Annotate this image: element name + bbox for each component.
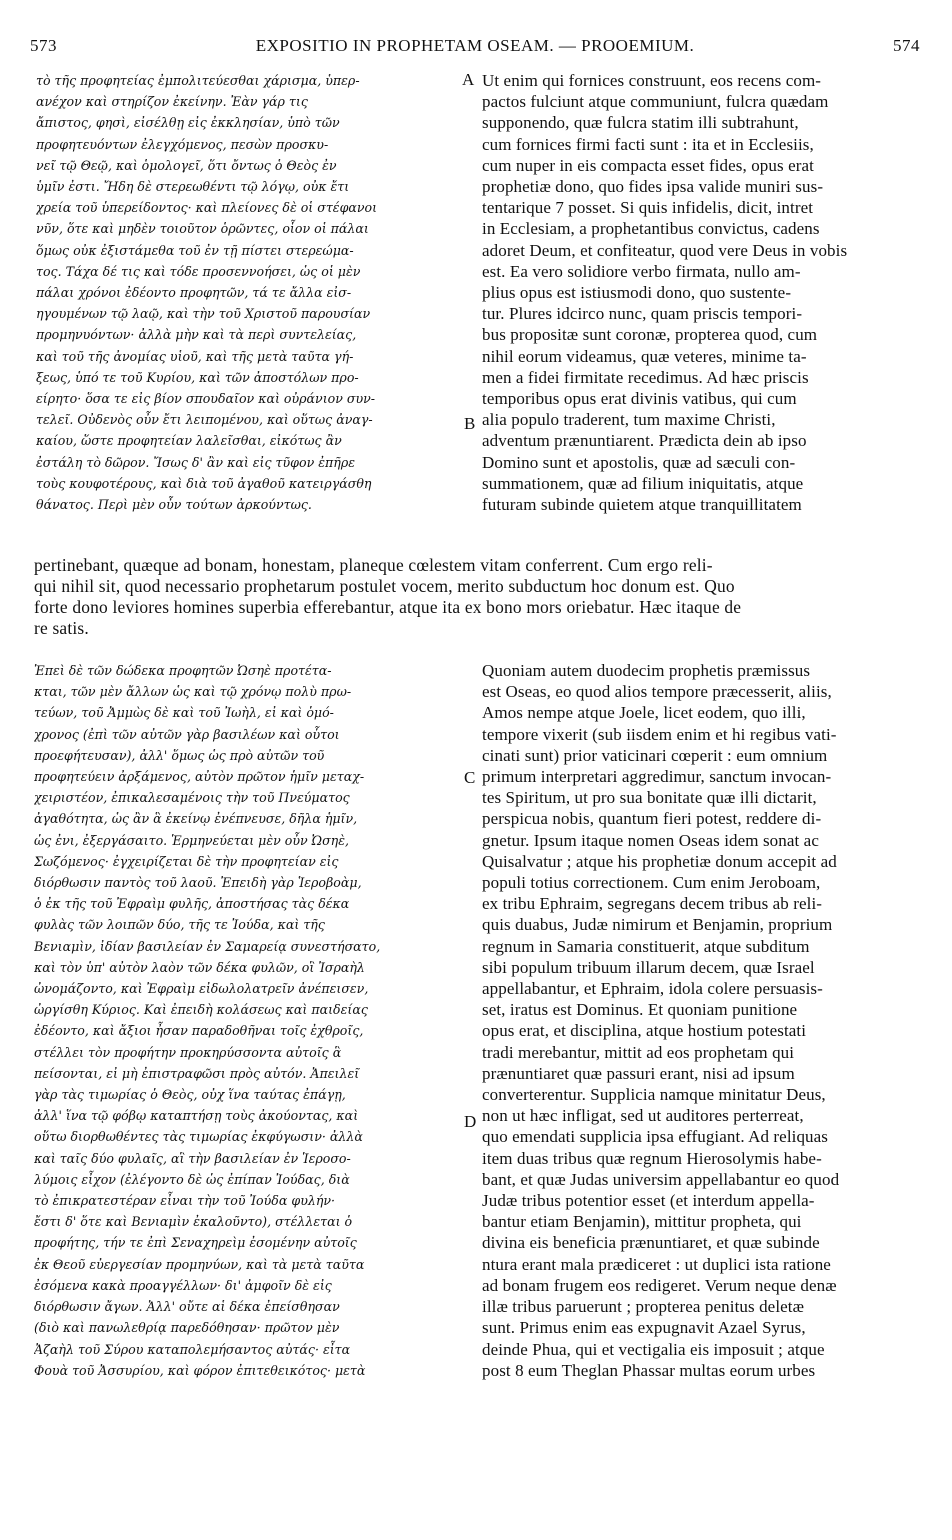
- text-line: πάλαι χρόνοι ἐδέοντο προφητῶν, τά τε ἄλλα εἰσ-: [36, 285, 352, 301]
- text-line: tradi merebantur, mittit ad eos prophetam qui: [482, 1042, 795, 1062]
- text-line: καίου, ὥστε προφητείαν λαλεῖσθαι, εἰκότως ἂν: [36, 433, 342, 449]
- text-line: είρητο· ὅσα τε εἰς βίον σπουδαῖον καὶ οὐράνιον συν-: [36, 391, 376, 407]
- text-line: νῦν, ὅτε καὶ μηδὲν τοιοῦτον ὁρῶντες, οἷον οἱ πάλαι: [36, 221, 369, 237]
- text-line: adventum prænuntiarent. Prædicta dein ab ipso: [482, 431, 807, 451]
- text-line: qui nihil sit, quod necessario prophetarum postulet vocem, merito subductum hoc donum est. Quo: [34, 576, 735, 596]
- text-line: quo emendati supplicia ipsa effugiant. Ad reliquas: [482, 1127, 829, 1147]
- page-title: EXPOSITIO IN PROPHETAM OSEAM. — PROOEMIUM.: [255, 36, 695, 55]
- latin-column-upper: [482, 70, 920, 515]
- text-line: in Ecclesiam, a prophetantibus convictus, cadens: [482, 219, 820, 239]
- text-line: alia populo traderent, tum maxime Christi,: [482, 410, 776, 430]
- text-line: populi totius correctionem. Cum enim Jeroboam,: [482, 873, 821, 893]
- text-line: ὠνομάζοντο, καὶ Ἐφραὶμ εἰδωλολατρεῖν ἀνέπεισεν,: [34, 981, 369, 997]
- text-line: τεύων, τοῦ Ἀμμὼς δὲ καὶ τοῦ Ἰωὴλ, εἰ καὶ ὁμό-: [34, 705, 334, 721]
- text-line: tempore vixerit (sub iisdem enim et hi regibus vati-: [482, 724, 837, 744]
- text-line: bant, et quæ Judas universim appellabantur eo quod: [482, 1169, 840, 1189]
- text-line: nihil eorum videamus, quæ veteres, minime ta-: [482, 346, 807, 366]
- text-line: Judæ tribus potentior esset (et interdum appella-: [482, 1191, 815, 1211]
- text-line: ἐκ Θεοῦ εὐεργεσίαν προμηνύων, καὶ τὰ μετὰ ταῦτα: [34, 1256, 365, 1272]
- text-line: ὡς ἐνι, ἐξεργάσαιτο. Ἑρμηνεύεται μὲν οὖν Ὠσηὲ,: [34, 832, 349, 848]
- text-line: ηγουμένων τῷ λαῷ, καὶ τὴν τοῦ Χριστοῦ παρουσίαν: [36, 306, 371, 322]
- text-line: προφήτης, τήν τε ἐπὶ Σεναχηρεὶμ ἐσομένην αὐτοῖς: [34, 1235, 357, 1251]
- text-line: ἐδέοντο, καὶ ἄξιοι ἦσαν παραδοθῆναι τοῖς ἐχθροῖς,: [34, 1023, 364, 1039]
- text-line: ad bonam frugem eos redigeret. Verum neque denæ: [482, 1275, 837, 1295]
- text-line: illæ tribus paruerunt ; propterea penitus deletæ: [482, 1297, 805, 1317]
- text-line: καὶ ταῖς δύο φυλαῖς, αἳ τὴν βασιλείαν ἐν Ἱεροσο-: [34, 1150, 351, 1166]
- text-line: Quoniam autem duodecim prophetis præmissus: [482, 661, 811, 680]
- text-line: temporibus opus erat divinis vatibus, qui cum: [482, 389, 797, 409]
- text-line: prophetiæ dono, quo fides ipsa valide muniri sus-: [482, 177, 824, 197]
- latin-column-lower: [482, 660, 920, 1381]
- text-line: appellabantur, et Ephraim, idola colere persuasis-: [482, 979, 823, 999]
- text-line: ἔστι δ' ὅτε καὶ Βενιαμὶν ἐκαλοῦντο), στέλλεται ὁ: [34, 1214, 353, 1230]
- text-line: primum interpretari aggredimur, sanctum invocan-: [482, 767, 832, 787]
- text-line: χρεία τοῦ ὑπερείδοντος· καὶ πλείονες δὲ οἱ στέφανοι: [36, 200, 378, 216]
- text-line: gnetur. Ipsum itaque nomen Oseas idem sonat ac: [482, 830, 819, 850]
- greek-column-lower: [34, 660, 460, 1381]
- text-line: προμηνυόντων· ἀλλὰ μὴν καὶ τὰ περὶ συντελείας,: [36, 327, 357, 343]
- text-line: opus erat, et disciplina, atque hostium potestati: [482, 1021, 807, 1041]
- text-line: ἐσόμενα κακὰ προαγγέλλων· δι' ἀμφοῖν δὲ εἰς: [34, 1277, 332, 1293]
- text-line: plius opus est istiusmodi dono, quo sustente-: [482, 283, 792, 303]
- greek-column-upper: [36, 70, 460, 515]
- text-line: tur. Plures idcirco nunc, quam priscis tempori-: [482, 304, 803, 324]
- text-line: bus propositæ sunt coronæ, propterea quod, cum: [482, 325, 818, 345]
- text-line: set, iratus est Dominus. Et quoniam punitione: [482, 1000, 798, 1020]
- margin-marker-b: B: [464, 414, 476, 433]
- text-line: Ἀζαὴλ τοῦ Σύρου καταπολεμήσαντος αὐτάς· εἶτα: [34, 1341, 351, 1357]
- text-line: Φουὰ τοῦ Ἀσσυρίου, καὶ φόρον ἐπιτεθεικότος· μετὰ: [34, 1362, 366, 1378]
- text-line: χρονος (ἐπὶ τῶν αὐτῶν γὰρ βασιλέων καὶ οὗτοι: [34, 726, 340, 742]
- text-line: Ἐπεὶ δὲ τῶν δώδεκα προφητῶν Ὠσηὲ προτέτα-: [34, 663, 332, 678]
- text-line: ἀλλ' ἵνα τῷ φόβῳ καταπτήσῃ τοὺς ἀκούοντας, καὶ: [34, 1108, 359, 1124]
- margin-marker-c: C: [464, 768, 476, 787]
- text-line: πείσονται, εἰ μὴ ἐπιστραφῶσι πρὸς αὐτόν. Ἀπειλεῖ: [34, 1065, 360, 1081]
- text-line: τὸ ἐπικρατεστέραν εἶναι τὴν τοῦ Ἰούδα φυλήν·: [34, 1193, 336, 1209]
- text-line: Σωζόμενος· ἐγχειρίζεται δὲ τὴν προφητείαν εἰς: [34, 853, 339, 869]
- text-line: ὑμῖν ἐστι. Ἤδη δὲ στερεωθέντι τῷ λόγῳ, οὐκ ἔτι: [36, 179, 350, 195]
- text-line: Amos nempe atque Joele, licet eodem, quo illi,: [482, 703, 806, 723]
- text-line: προφητευόντων ἐλεγχόμενος, πεσὼν προσκυ-: [36, 136, 329, 152]
- text-line: καὶ τοῦ τῆς ἀνομίας υἱοῦ, καὶ τῆς μετὰ ταῦτα γή-: [36, 348, 354, 364]
- page-number-left: 573: [30, 36, 57, 55]
- full-width-paragraph: [34, 555, 920, 639]
- text-line: divina eis beneficia prænuntiaret, et quæ subinde: [482, 1233, 820, 1253]
- text-line: κται, τῶν μὲν ἄλλων ὡς καὶ τῷ χρόνῳ πολὺ πρω-: [34, 684, 352, 700]
- text-line: τὸ τῆς προφητείας ἐμπολιτεύεσθαι χάρισμα, ὑπερ-: [36, 73, 360, 88]
- text-line: γὰρ τὰς τιμωρίας ὁ Θεὸς, οὐχ ἵνα ταύτας ἐπάγῃ,: [34, 1087, 346, 1103]
- text-line: νεῖ τῷ Θεῷ, καὶ ὁμολογεῖ, ὅτι ὄντως ὁ Θεὸς ἐν: [36, 157, 337, 173]
- text-line: bantur etiam Benjamin), mittitur propheta, qui: [482, 1212, 802, 1232]
- text-line: supponendo, quæ fulcra statim illi subtrahunt,: [482, 113, 799, 133]
- text-line: regnum in Samaria constituerit, atque subditum: [482, 936, 810, 956]
- text-line: pertinebant, quæque ad bonam, honestam, planeque cœlestem vitam conferrent. Cum ergo reli-: [34, 555, 713, 575]
- text-line: cum nuper in eis compacta esset fides, opus erat: [482, 155, 814, 175]
- margin-marker-d: D: [464, 1112, 477, 1131]
- text-line: τος. Τάχα δέ τις καὶ τόδε προσεννοήσει, ὡς οἱ μὲν: [36, 263, 361, 279]
- text-line: χειριστέον, ἐπικαλεσαμένοις τὴν τοῦ Πνεύματος: [34, 790, 350, 806]
- text-line: re satis.: [34, 618, 89, 638]
- text-line: post 8 eum Theglan Phassar multas eorum urbes: [482, 1360, 816, 1380]
- text-line: ὠργίσθη Κύριος. Καὶ ἐπειδὴ κολάσεως καὶ παιδείας: [34, 1002, 368, 1018]
- text-line: converterentur. Supplicia namque minitatur Deus,: [482, 1085, 826, 1105]
- text-line: est Oseas, eo quod alios tempore præcesserit, aliis,: [482, 682, 832, 702]
- text-line: ἄπιστος, φησὶ, εἰσέλθῃ εἰς ἐκκλησίαν, ὑπὸ τῶν: [36, 115, 340, 131]
- text-line: Quisalvatur ; atque his prophetiæ donum accepit ad: [482, 851, 837, 871]
- text-line: ανέχον καὶ στηρίζον ἐκείνην. Ἐὰν γάρ τις: [36, 94, 308, 110]
- text-line: cum fornices firmi facti sunt : ita et in Ecclesiis,: [482, 134, 814, 154]
- text-line: Βενιαμὶν, ἰδίαν βασιλείαν ἐν Σαμαρείᾳ συνεστήσατο,: [34, 938, 381, 954]
- running-header: [30, 36, 920, 60]
- text-line: deinde Phua, qui et vectigalia eis imposuit ; atque: [482, 1339, 825, 1359]
- text-line: futuram subinde quietem atque tranquillitatem: [482, 495, 802, 515]
- text-line: προφητεύειν ἀρξάμενος, αὐτὸν πρῶτον ἡμῖν μεταχ-: [34, 769, 365, 785]
- text-line: perspicua nobis, quantum fieri potest, reddere di-: [482, 809, 822, 829]
- text-line: item duas tribus quæ regnum Hierosolymis habe-: [482, 1148, 822, 1168]
- text-line: sibi populum tribuum illarum decem, quæ Israel: [482, 957, 815, 977]
- text-line: ex tribu Ephraim, segregans decem tribus ab reli-: [482, 894, 823, 914]
- text-line: men a fidei firmitate recedimus. Ad hæc priscis: [482, 367, 809, 387]
- text-line: τελεῖ. Οὐδενὸς οὖν ἔτι λειπομένου, καὶ οὕτως ἀναγ-: [36, 412, 373, 428]
- text-line: est. Ea vero solidiore verbo firmata, nullo am-: [482, 261, 801, 281]
- page-number-right: 574: [893, 36, 920, 55]
- text-line: οὕτω διορθωθέντες τὰς τιμωρίας ἐκφύγωσιν· ἀλλὰ: [34, 1129, 363, 1145]
- text-line: ntura erant mala prædiceret : ut duplici ista ratione: [482, 1254, 831, 1274]
- text-line: ἀγαθότητα, ὡς ἂν ἃ ἐκείνῳ ἐνέπνευσε, δῆλα ἡμῖν,: [34, 811, 358, 827]
- text-line: θάνατος. Περὶ μὲν οὖν τούτων ἀρκούντως.: [36, 497, 312, 513]
- text-line: tes Spiritum, ut pro sua bonitate quæ illi dictarit,: [482, 788, 817, 808]
- text-line: Domino sunt et apostolis, quæ ad sæculi con-: [482, 452, 796, 472]
- text-line: στέλλει τὸν προφήτην προκηρύσσοντα αὐτοῖς ἃ: [34, 1044, 342, 1060]
- text-line: ξεως, ὑπό τε τοῦ Κυρίου, καὶ τῶν ἀποστόλων προ-: [36, 369, 359, 385]
- text-line: prænuntiaret quæ passuri erant, nisi ad ipsum: [482, 1063, 795, 1083]
- text-line: ἐστάλη τὸ δῶρον. Ἴσως δ' ἂν καὶ εἰς τῦφον ἐπῆρε: [36, 454, 355, 470]
- text-line: adoret Deum, et confiteatur, quod vere Deus in vobis: [482, 240, 848, 260]
- text-line: προεφήτευσαν), ἀλλ' ὅμως ὡς πρὸ αὐτῶν τοῦ: [34, 747, 325, 763]
- text-line: ὁ ἐκ τῆς τοῦ Ἐφραὶμ φυλῆς, ἀποστήσας τὰς δέκα: [34, 896, 350, 912]
- text-line: forte dono leviores homines superbia efferebantur, atque ita ex bono mors oriebatur. Hæc itaque de: [34, 597, 742, 617]
- text-line: διόρθωσιν παντὸς τοῦ λαοῦ. Ἐπειδὴ γὰρ Ἱεροβοὰμ,: [34, 875, 362, 891]
- text-line: διόρθωσιν ἄγων. Ἀλλ' οὔτε αἱ δέκα ἐπείσθησαν: [34, 1299, 340, 1315]
- text-line: sunt. Primus enim eas expugnavit Azael Syrus,: [482, 1318, 806, 1338]
- text-line: Ut enim qui fornices construunt, eos recens com-: [482, 71, 822, 90]
- text-line: λύμοις εἶχον (ἐλέγοντο δὲ ὡς ἐπίπαν Ἰούδας, διὰ: [34, 1171, 350, 1187]
- margin-marker-a: A: [462, 70, 475, 89]
- text-line: pactos fulciunt atque communiunt, fulcra quædam: [482, 92, 829, 112]
- text-line: καὶ τὸν ὑπ' αὐτὸν λαὸν τῶν δέκα φυλῶν, οἳ Ἰσραὴλ: [34, 959, 365, 975]
- text-line: φυλὰς τῶν λοιπῶν δύο, τῆς τε Ἰούδα, καὶ τῆς: [34, 917, 325, 933]
- text-line: non ut hæc infligat, sed ut auditores perterreat,: [482, 1106, 804, 1126]
- text-line: tentarique 7 posset. Si quis infidelis, dicit, intret: [482, 198, 814, 218]
- text-line: summationem, quæ ad filium iniquitatis, atque: [482, 473, 804, 493]
- text-line: ὅμως οὐκ ἐξιστάμεθα τοῦ ἐν τῇ πίστει στερεώμα-: [36, 242, 354, 258]
- text-line: (διὸ καὶ πανωλεθρίᾳ παρεδόθησαν· πρῶτον μὲν: [34, 1320, 340, 1336]
- text-line: cinati sunt) prior vaticinari cœperit : eum omnium: [482, 745, 828, 765]
- text-line: quis duabus, Judæ nimirum et Benjamin, proprium: [482, 915, 833, 935]
- text-line: τοὺς κουφοτέρους, καὶ διὰ τοῦ ἀγαθοῦ κατειργάσθη: [36, 475, 372, 491]
